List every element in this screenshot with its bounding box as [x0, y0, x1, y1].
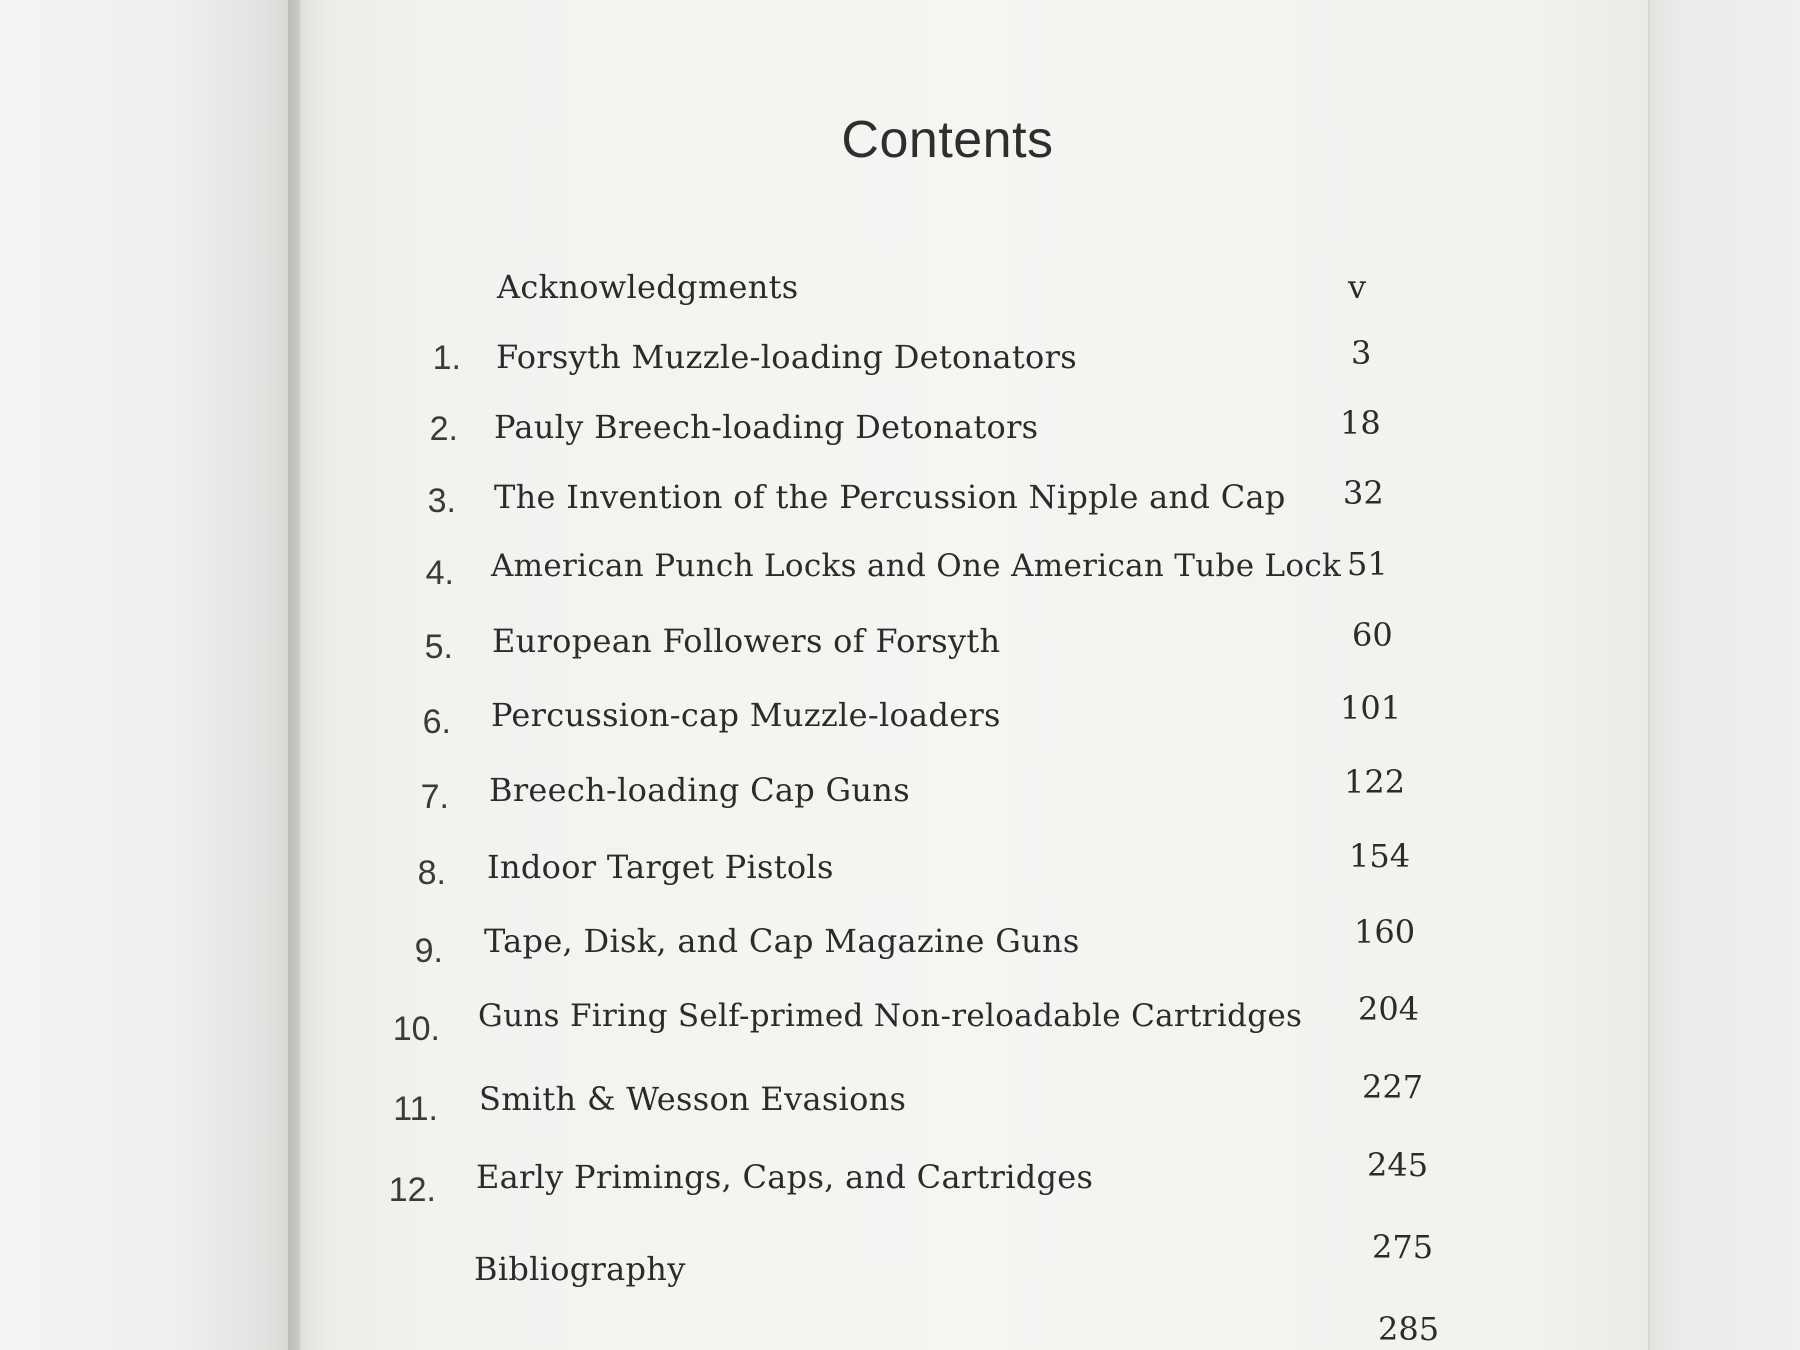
toc-entry-number: 5. [424, 628, 453, 666]
toc-entry-page: 245 [1367, 1146, 1429, 1184]
toc-entry-number: 4. [425, 554, 454, 592]
toc-entry-page: 122 [1344, 763, 1406, 801]
toc-entry-number: 8. [417, 854, 446, 892]
toc-entry-title: Forsyth Muzzle-loading Detonators [496, 338, 1077, 376]
toc-entry-page: 154 [1349, 837, 1411, 875]
toc-entry-title: Acknowledgments [497, 268, 799, 306]
toc-entry-title: Early Primings, Caps, and Cartridges [476, 1158, 1094, 1196]
page-title: Contents [841, 111, 1054, 169]
toc-entry-page: 51 [1347, 545, 1388, 583]
toc-entry-page: 204 [1358, 990, 1420, 1028]
toc-entry-number: 1. [432, 339, 461, 377]
toc-entry-number: 6. [422, 703, 451, 741]
toc-entry-title: Guns Firing Self-primed Non-reloadable Cartridges [478, 998, 1303, 1034]
toc-entry-page: 227 [1362, 1068, 1424, 1106]
toc-entry-page: 3 [1351, 334, 1372, 372]
toc-entry-page: 32 [1343, 474, 1384, 512]
toc-entry-number: 11. [393, 1090, 438, 1128]
toc-entry-page: v [1348, 268, 1367, 306]
toc-entry-page: 101 [1340, 689, 1402, 727]
toc-entry-title: Indoor Target Pistols [487, 848, 834, 886]
toc-entry-title: Pauly Breech-loading Detonators [494, 408, 1039, 446]
toc-entry-page: 285 [1378, 1310, 1440, 1348]
toc-entry-page: 275 [1372, 1228, 1434, 1266]
toc-entry-number: 2. [429, 410, 458, 448]
toc-entry-title: Tape, Disk, and Cap Magazine Guns [484, 922, 1080, 960]
toc-entry-number: 3. [427, 482, 456, 520]
toc-entry-title: American Punch Locks and One American Tube Lock [491, 548, 1342, 584]
toc-entry-number: 12. [388, 1171, 436, 1209]
toc-entry-title: Percussion-cap Muzzle-loaders [491, 696, 1001, 734]
toc-entry-number: 10. [392, 1010, 440, 1048]
toc-entry-title: The Invention of the Percussion Nipple and Cap [494, 478, 1286, 516]
toc-entry-number: 7. [420, 778, 449, 816]
toc-entry-title: Smith & Wesson Evasions [479, 1080, 907, 1118]
toc-entry-page: 18 [1340, 404, 1381, 442]
toc-entry-page: 160 [1354, 913, 1416, 951]
toc-entry-number: 9. [414, 932, 443, 970]
toc-entry-title: European Followers of Forsyth [492, 622, 1001, 660]
toc-entry-page: 60 [1352, 616, 1393, 654]
toc-entry-title: Bibliography [474, 1250, 686, 1288]
toc-entry-title: Breech-loading Cap Guns [489, 771, 910, 809]
